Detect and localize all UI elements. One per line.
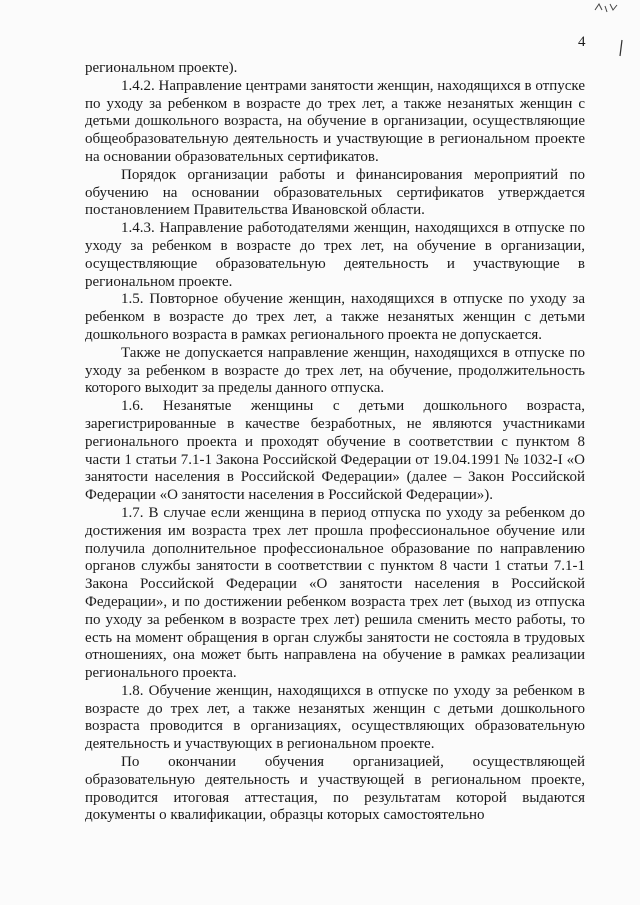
paragraph-also-not-allowed: Также не допускается направление женщин, находящихся в отпуске по уходу за ребенком в возрасте до трех лет, на обучение, продолжительность которого выходит за пределы данного отпуска. <box>85 344 585 397</box>
paragraph-procedure: Порядок организации работы и финансирования мероприятий по обучению на основании образовательных сертификатов утверждается постановлением Правительства Ивановской области. <box>85 166 585 219</box>
paragraph-1-6: 1.6. Незанятые женщины с детьми дошкольного возраста, зарегистрированные в качестве безработных, не являются участниками регионального проекта и проходят обучение в соответствии с пунктом 8 части 1 статьи 7.1-1 Закона Российской Федерации от 19.04.1991 № 1032-I «О занятости населения в Российской Федерации» (далее – Закон Российской Федерации «О занятости населения в Российской Федерации»). <box>85 398 585 504</box>
document-body <box>85 60 585 825</box>
scan-mark-icon <box>593 0 619 16</box>
margin-tick-icon <box>617 38 625 58</box>
paragraph-final-attestation: По окончании обучения организацией, осуществляющей образовательную деятельность и участвующей в региональном проекте, проводится итоговая аттестация, по результатам которой выдаются документы о квалификации, образцы которых самостоятельно <box>85 754 585 824</box>
paragraph-continuation: региональном проекте). <box>85 60 238 76</box>
paragraph-1-4-2: 1.4.2. Направление центрами занятости женщин, находящихся в отпуске по уходу за ребенком в возрасте до трех лет, а также незанятых женщин с детьми дошкольного возраста, на обучение в организации, осуществляющие общеобразовательную деятельность и участвующие в региональном проекте на основании образовательных сертификатов. <box>85 77 585 165</box>
paragraph-1-8: 1.8. Обучение женщин, находящихся в отпуске по уходу за ребенком в возрасте до трех лет, а также незанятых женщин с детьми дошкольного возраста проводится в организациях, осуществляющих образовательную деятельность и участвующих в региональном проекте. <box>85 682 585 753</box>
paragraph-1-7: 1.7. В случае если женщина в период отпуска по уходу за ребенком до достижения им возраста трех лет прошла профессиональное обучение или получила дополнительное профессиональное образование по направлению органов службы занятости в соответствии с пунктом 8 части 1 статьи 7.1-1 Закона Российской Федерации «О занятости населения в Российской Федерации», и по достижении ребенком возраста трех лет (выход из отпуска по уходу за ребенком в возрасте трех лет) решила сменить место работы, то есть на момент обращения в орган службы занятости не состояла в трудовых отношениях, она может быть направлена на обучение в рамках реализации регионального проекта. <box>85 504 585 682</box>
page-number: 4 <box>578 34 586 50</box>
paragraph-1-5: 1.5. Повторное обучение женщин, находящихся в отпуске по уходу за ребенком в возрасте до трех лет, а также незанятых женщин с детьми дошкольного возраста в рамках регионального проекта не допускается. <box>85 291 585 343</box>
paragraph-1-4-3: 1.4.3. Направление работодателями женщин, находящихся в отпуске по уходу за ребенком в возрасте до трех лет, на обучение в организации, осуществляющие образовательную деятельность и участвующие в региональном проекте. <box>85 220 585 290</box>
